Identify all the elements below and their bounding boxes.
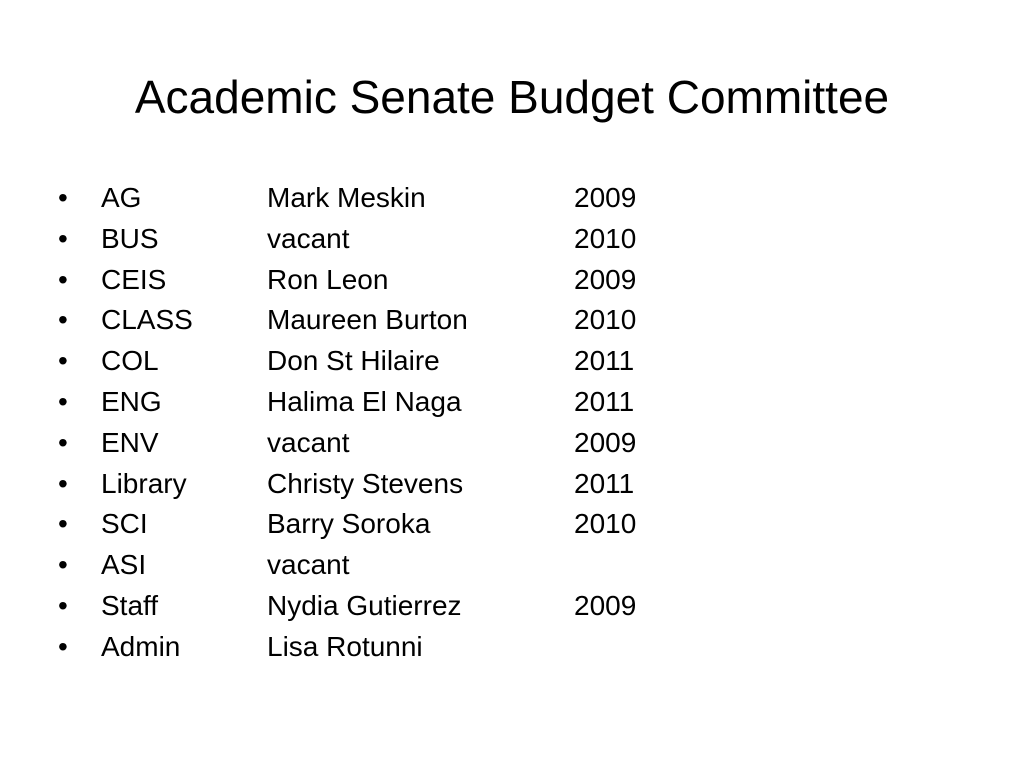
member-name: Don St Hilaire	[267, 345, 440, 377]
slide-title: Academic Senate Budget Committee	[134, 71, 890, 123]
member-term-year: 2010	[574, 304, 637, 336]
member-name: Mark Meskin	[267, 182, 426, 213]
member-term-year: 2009	[574, 589, 637, 621]
member-unit: ASI	[101, 549, 147, 581]
member-name: Christy Stevens	[267, 467, 464, 499]
bullet-icon: •	[58, 263, 68, 295]
member-term-year: 2009	[574, 426, 637, 458]
member-name: Ron Leon	[267, 263, 389, 295]
member-name: Nydia Gutierrez	[267, 589, 462, 621]
member-term-year: 2009	[574, 263, 637, 295]
member-unit: ENG	[101, 385, 162, 417]
bullet-icon: •	[58, 304, 68, 336]
member-name: Halima El Naga	[267, 385, 462, 417]
member-term-year: 2009	[574, 182, 637, 213]
member-unit: Staff	[101, 589, 159, 621]
member-name: Barry Soroka	[267, 508, 431, 540]
member-name: vacant	[267, 426, 350, 458]
bullet-icon: •	[58, 182, 68, 213]
member-unit: CEIS	[101, 263, 167, 295]
member-name: vacant	[267, 222, 350, 254]
bullet-icon: •	[58, 345, 68, 377]
bullet-icon: •	[58, 508, 68, 540]
bullet-icon: •	[58, 467, 68, 499]
member-unit: Admin	[101, 630, 181, 662]
bullet-icon: •	[58, 222, 68, 254]
bullet-icon: •	[58, 426, 68, 458]
member-term-year: 2011	[574, 385, 635, 417]
member-unit: AG	[101, 182, 142, 213]
member-name: vacant	[267, 549, 350, 581]
bullet-icon: •	[58, 589, 68, 621]
member-term-year: 2010	[574, 222, 637, 254]
member-term-year: 2010	[574, 508, 637, 540]
member-term-year: 2011	[574, 467, 635, 499]
member-unit: SCI	[101, 508, 148, 540]
bullet-icon: •	[58, 549, 68, 581]
member-unit: Library	[101, 467, 187, 499]
member-unit: BUS	[101, 222, 159, 254]
bullet-icon: •	[58, 630, 68, 662]
bullet-icon: •	[58, 385, 68, 417]
member-name: Lisa Rotunni	[267, 630, 423, 662]
member-unit: ENV	[101, 426, 159, 458]
member-unit: CLASS	[101, 304, 193, 336]
member-term-year: 2011	[574, 345, 635, 377]
member-unit: COL	[101, 345, 159, 377]
member-name: Maureen Burton	[267, 304, 468, 336]
